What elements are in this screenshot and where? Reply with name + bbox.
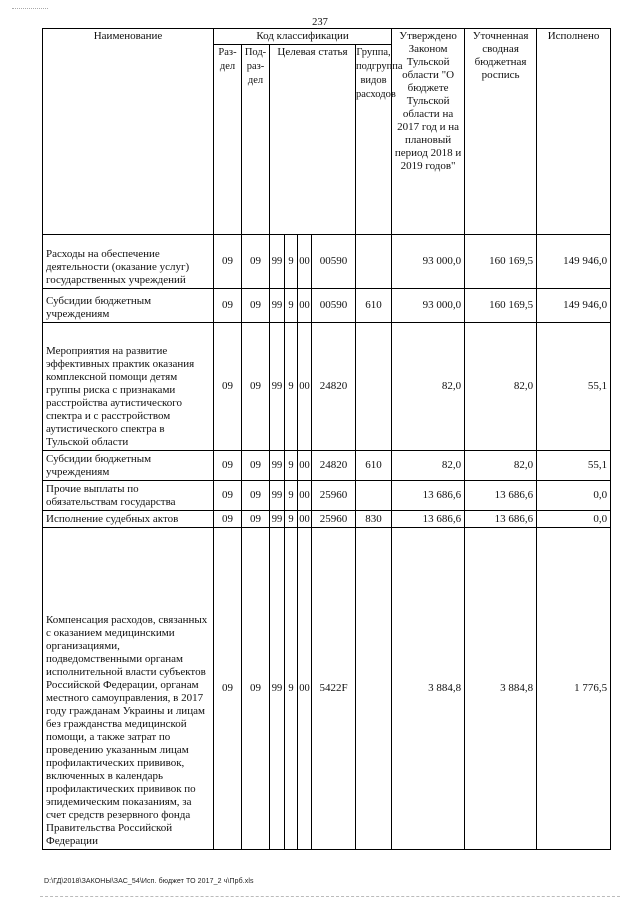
- row-approved: 13 686,6: [392, 511, 465, 528]
- header-refined: Уточненная сводная бюджетная роспись: [465, 29, 537, 235]
- row-refined: 160 169,5: [465, 289, 537, 323]
- row-approved: 93 000,0: [392, 289, 465, 323]
- row-executed: 0,0: [537, 481, 611, 511]
- row-podrazdel: 09: [242, 323, 270, 451]
- header-vid: Группа, подгруппа видов расходов: [356, 45, 392, 235]
- scan-artifact-line: [40, 896, 620, 897]
- row-target-part4: 00590: [312, 235, 356, 289]
- scan-corner-mark: [12, 8, 48, 9]
- header-razdel: Раз-дел: [214, 45, 242, 235]
- budget-table: [42, 28, 611, 850]
- header-approved: Утверждено Законом Тульской области "О бюджете Тульской области на 2017 год и на плановый период 2018 и 2019 годов": [392, 29, 465, 235]
- row-vid: [356, 528, 392, 850]
- row-target-part2: 9: [285, 481, 298, 511]
- row-razdel: 09: [214, 528, 242, 850]
- row-name: Субсидии бюджетным учреждениям: [43, 289, 214, 323]
- row-target-part4: 5422F: [312, 528, 356, 850]
- row-refined: 82,0: [465, 323, 537, 451]
- row-podrazdel: 09: [242, 289, 270, 323]
- header-podrazdel: Под-раз-дел: [242, 45, 270, 235]
- row-razdel: 09: [214, 235, 242, 289]
- row-vid: 830: [356, 511, 392, 528]
- table-row: [43, 451, 611, 481]
- row-target-part2: 9: [285, 235, 298, 289]
- row-target-part3: 00: [298, 481, 312, 511]
- footer-file-path: D:\ГД\2018\ЗАКОНЫ\ЗАС_54\Исп. бюджет ТО 2017_2 ч\Прб.xls: [44, 878, 254, 885]
- table-row: [43, 289, 611, 323]
- row-approved: 3 884,8: [392, 528, 465, 850]
- header-target: Целевая статья: [270, 45, 356, 235]
- row-target-part4: 24820: [312, 451, 356, 481]
- row-executed: 149 946,0: [537, 289, 611, 323]
- row-vid: 610: [356, 451, 392, 481]
- row-target-part1: 99: [270, 511, 285, 528]
- row-executed: 0,0: [537, 511, 611, 528]
- row-target-part1: 99: [270, 289, 285, 323]
- row-target-part2: 9: [285, 511, 298, 528]
- row-approved: 93 000,0: [392, 235, 465, 289]
- row-vid: [356, 235, 392, 289]
- row-executed: 149 946,0: [537, 235, 611, 289]
- row-target-part4: 25960: [312, 511, 356, 528]
- row-podrazdel: 09: [242, 528, 270, 850]
- row-razdel: 09: [214, 323, 242, 451]
- row-target-part3: 00: [298, 528, 312, 850]
- row-target-part2: 9: [285, 289, 298, 323]
- page-number: 237: [312, 17, 328, 28]
- row-vid: [356, 323, 392, 451]
- row-vid: 610: [356, 289, 392, 323]
- row-refined: 3 884,8: [465, 528, 537, 850]
- table-row: [43, 528, 611, 850]
- row-target-part3: 00: [298, 289, 312, 323]
- row-name: Прочие выплаты по обязательствам государства: [43, 481, 214, 511]
- row-podrazdel: 09: [242, 451, 270, 481]
- header-name: Наименование: [43, 29, 214, 235]
- row-podrazdel: 09: [242, 235, 270, 289]
- row-vid: [356, 481, 392, 511]
- table-row: [43, 323, 611, 451]
- row-razdel: 09: [214, 511, 242, 528]
- row-executed: 55,1: [537, 323, 611, 451]
- row-target-part1: 99: [270, 451, 285, 481]
- row-target-part3: 00: [298, 511, 312, 528]
- row-approved: 13 686,6: [392, 481, 465, 511]
- row-podrazdel: 09: [242, 481, 270, 511]
- row-razdel: 09: [214, 481, 242, 511]
- header-code-group: Код классификации: [214, 29, 392, 45]
- row-target-part1: 99: [270, 323, 285, 451]
- table-row: [43, 511, 611, 528]
- row-target-part2: 9: [285, 451, 298, 481]
- row-target-part2: 9: [285, 528, 298, 850]
- row-executed: 55,1: [537, 451, 611, 481]
- row-name: Компенсация расходов, связанных с оказанием медицинскими организациями, подведомственными органам исполнительной власти субъектов Российской Федерации, органам местного самоуправления, в 2017 году гражданам Украины и лицам без гражданства медицинской помощи, а также затрат по проведению указанным лицам профилактических прививок, включенных в календарь профилактических прививок по эпидемическим показаниям, за счет средств резервного фонда Правительства Российской Федерации: [43, 528, 214, 850]
- row-refined: 160 169,5: [465, 235, 537, 289]
- row-refined: 13 686,6: [465, 481, 537, 511]
- row-approved: 82,0: [392, 323, 465, 451]
- row-name: Субсидии бюджетным учреждениям: [43, 451, 214, 481]
- row-podrazdel: 09: [242, 511, 270, 528]
- row-razdel: 09: [214, 451, 242, 481]
- row-target-part4: 25960: [312, 481, 356, 511]
- row-refined: 82,0: [465, 451, 537, 481]
- row-target-part1: 99: [270, 235, 285, 289]
- row-target-part4: 00590: [312, 289, 356, 323]
- header-row-top: [43, 29, 611, 45]
- row-target-part3: 00: [298, 451, 312, 481]
- header-executed: Исполнено: [537, 29, 611, 235]
- row-target-part4: 24820: [312, 323, 356, 451]
- row-target-part1: 99: [270, 481, 285, 511]
- row-target-part2: 9: [285, 323, 298, 451]
- row-refined: 13 686,6: [465, 511, 537, 528]
- row-executed: 1 776,5: [537, 528, 611, 850]
- table-row: [43, 235, 611, 289]
- row-approved: 82,0: [392, 451, 465, 481]
- row-target-part3: 00: [298, 235, 312, 289]
- row-name: Исполнение судебных актов: [43, 511, 214, 528]
- row-target-part1: 99: [270, 528, 285, 850]
- row-razdel: 09: [214, 289, 242, 323]
- table-row: [43, 481, 611, 511]
- row-name: Расходы на обеспечение деятельности (оказание услуг) государственных учреждений: [43, 235, 214, 289]
- row-target-part3: 00: [298, 323, 312, 451]
- row-name: Мероприятия на развитие эффективных практик оказания комплексной помощи детям группы риска с признаками расстройства аутистического спектра и с расстройством аутистического спектра в Тульской области: [43, 323, 214, 451]
